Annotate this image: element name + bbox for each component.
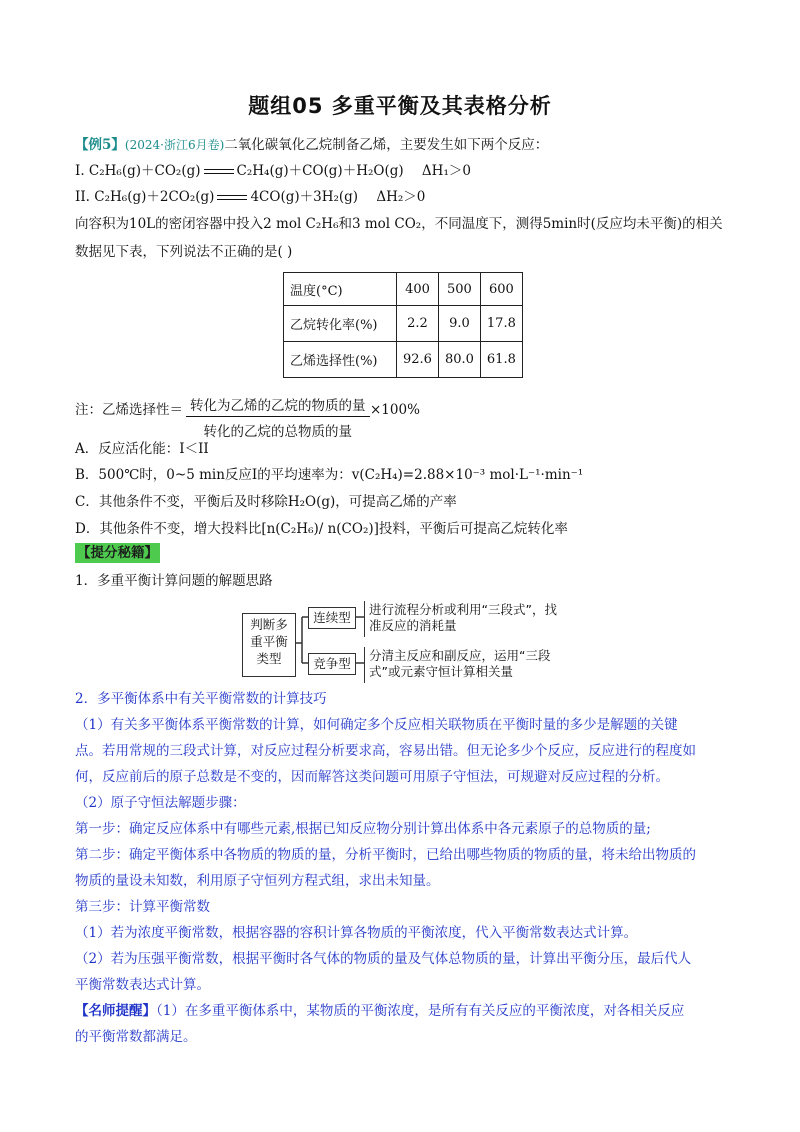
table-row: [284, 273, 523, 306]
tips-step-1: 第一步：确定反应体系中有哪些元素,根据已知反应物分别计算出体系中各元素原子的总物质的量;: [75, 821, 651, 837]
reaction-1-right: C₂H₄(g)＋CO(g)＋H₂O(g): [236, 163, 404, 179]
table-cell: 2.2: [397, 306, 439, 342]
tips-step-2-line1: 第二步：确定平衡体系中各物质的物质的量，分析平衡时，已给出哪些物质的物质的量，将未给出物质的: [75, 847, 696, 863]
teacher-tip-text: （1）在多重平衡体系中，某物质的平衡浓度，是所有有关反应的平衡浓度，对各相关反应: [156, 1003, 685, 1019]
tips-step-3-a: （1）若为浓度平衡常数，根据容器的容积计算各物质的平衡浓度，代入平衡常数表达式计算。: [75, 925, 638, 941]
tips-item-1: 1．多重平衡计算问题的解题思路: [75, 573, 273, 589]
tips-step-3: 第三步：计算平衡常数: [75, 899, 210, 915]
question-para-line2: 数据见下表，下列说法不正确的是( ): [75, 244, 293, 260]
teacher-tip-line2: 的平衡常数都满足。: [75, 1029, 197, 1045]
fraction-denominator: 转化的乙烷的总物质的量: [203, 424, 352, 440]
diagram-type1-desc: 进行流程分析或利用“三段式”，找准反应的消耗量: [364, 601, 563, 637]
tips-step-2-line2: 物质的量设未知数，利用原子守恒列方程式组，求出未知量。: [75, 873, 440, 889]
diagram-type2-desc: 分清主反应和副反应，运用“三段式”或元素守恒计算相关量: [364, 647, 563, 683]
diagram-root: 判断多重平衡类型: [242, 613, 296, 677]
table-cell: 乙烯选择性(%): [284, 342, 397, 378]
reaction-2-left: C₂H₆(g)＋2CO₂(g): [94, 189, 215, 205]
reaction-2-dh: ΔH₂＞0: [376, 189, 426, 205]
question-para-line1: 向容积为10L的密闭容器中投入2 mol C₂H₆和3 mol CO₂，不同温度下，测得5min时(反应均未平衡)的相关: [75, 216, 723, 232]
page-title: 题组05 多重平衡及其表格分析: [248, 94, 552, 118]
tips-heading: [75, 547, 160, 561]
table-cell: 600: [480, 273, 522, 306]
example-intro: 二氧化碳氧化乙烷制备乙烯，主要发生如下两个反应：: [224, 137, 549, 153]
reaction-2-right: 4CO(g)＋3H₂(g): [250, 189, 359, 205]
equilibrium-arrow-icon: [217, 194, 247, 202]
fraction-numerator: 转化为乙烯的乙烷的物质的量: [186, 394, 370, 417]
example-tag: 【例5】: [75, 137, 125, 153]
diagram-type-competitive: 竞争型: [308, 653, 356, 675]
table-cell: 92.6: [397, 342, 439, 378]
option-c: C．其他条件不变，平衡后及时移除H₂O(g)，可提高乙烯的产率: [75, 494, 457, 510]
table-cell: 乙烷转化率(%): [284, 306, 397, 342]
tips-p1-line2: 点。若用常规的三段式计算，对反应过程分析要求高，容易出错。但无论多少个反应，反应进行的程度如: [75, 743, 696, 759]
tips-p1-line3: 何，反应前后的原子总数是不变的，因而解答这类问题可用原子守恒法，可规避对反应过程的分析。: [75, 769, 669, 785]
table-cell: 9.0: [438, 306, 480, 342]
tips-step-3-b-line1: （2）若为压强平衡常数，根据平衡时各气体的物质的量及气体总物质的量，计算出平衡分压，最后代人: [75, 951, 692, 967]
table-row: [284, 306, 523, 342]
reaction-1-left: C₂H₆(g)＋CO₂(g): [88, 163, 201, 179]
table-row: [284, 342, 523, 378]
equilibrium-type-diagram: [238, 603, 568, 683]
reaction-2: [75, 191, 425, 205]
option-a: A．反应活化能：I＜II: [75, 441, 209, 457]
teacher-tip-tag: 【名师提醒】: [75, 1003, 156, 1019]
example-source: (2024·浙江6月卷): [124, 138, 225, 152]
reaction-1-dh: ΔH₁＞0: [421, 163, 471, 179]
note-label: 注：乙烯选择性＝: [75, 402, 183, 418]
table-cell: 500: [438, 273, 480, 306]
tips-heading-label: 【提分秘籍】: [77, 545, 158, 561]
note-tail: ×100%: [370, 402, 420, 418]
reaction-1-label: I.: [75, 163, 85, 179]
reaction-2-label: II.: [75, 189, 90, 205]
table-cell: 温度(°C): [284, 273, 397, 306]
table-cell: 61.8: [480, 342, 522, 378]
reaction-1: [75, 165, 471, 179]
table-cell: 17.8: [480, 306, 522, 342]
tips-step-3-b-line2: 平衡常数表达式计算。: [75, 977, 210, 993]
tips-p1-line1: （1）有关多平衡体系平衡常数的计算，如何确定多个反应相关联物质在平衡时量的多少是解题的关键: [75, 717, 678, 733]
selectivity-fraction: [186, 394, 370, 440]
example-header: [75, 139, 548, 153]
tips-item-2: 2．多平衡体系中有关平衡常数的计算技巧: [75, 691, 327, 707]
data-table: [283, 272, 523, 378]
tips-p2: （2）原子守恒法解题步骤：: [75, 795, 246, 811]
table-cell: 400: [397, 273, 439, 306]
option-d: D．其他条件不变，增大投料比[n(C₂H₆)/ n(CO₂)]投料，平衡后可提高乙烷转化率: [75, 521, 568, 537]
diagram-type-consecutive: 连续型: [308, 607, 356, 629]
table-cell: 80.0: [438, 342, 480, 378]
equilibrium-arrow-icon: [204, 168, 234, 176]
teacher-tip-line1: [75, 1005, 684, 1019]
option-b: B．500℃时，0~5 min反应I的平均速率为：v(C₂H₄)=2.88×10⁻³ mol·L⁻¹·min⁻¹: [75, 467, 584, 483]
